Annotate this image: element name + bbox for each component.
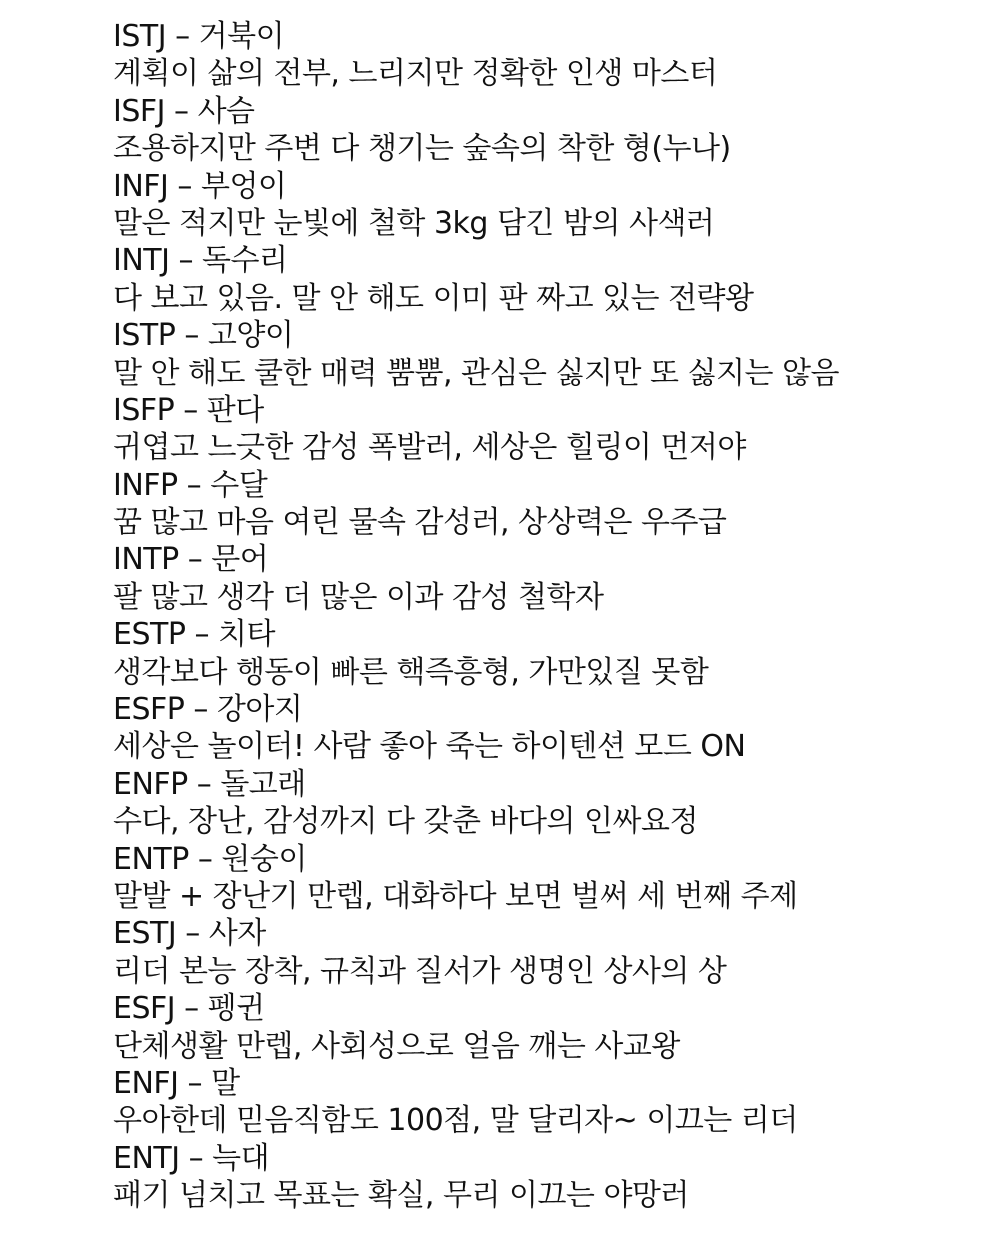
entry-description: 리더 본능 장착, 규칙과 질서가 생명인 상사의 상 bbox=[113, 953, 727, 989]
entry-description: 말발 + 장난기 만렙, 대화하다 보면 벌써 세 번째 주제 bbox=[113, 878, 798, 914]
entry-title: ESTJ – 사자 bbox=[113, 916, 266, 952]
entry-title: INTJ – 독수리 bbox=[113, 243, 288, 279]
entry-title: ENTJ – 늑대 bbox=[113, 1140, 270, 1176]
entry-description: 세상은 놀이터! 사람 좋아 죽는 하이텐션 모드 ON bbox=[113, 729, 746, 765]
entry-title: ISTP – 고양이 bbox=[113, 318, 294, 354]
entry-description: 패기 넘치고 목표는 확실, 무리 이끄는 야망러 bbox=[113, 1178, 689, 1214]
entry-title: INTP – 문어 bbox=[113, 542, 269, 578]
list-item-entp bbox=[113, 841, 983, 916]
entry-description: 생각보다 행동이 빠른 핵즉흥형, 가만있질 못함 bbox=[113, 654, 709, 690]
list-item-intp bbox=[113, 541, 983, 616]
list-item-esfj bbox=[113, 990, 983, 1065]
entry-title: ESTP – 치타 bbox=[113, 617, 275, 653]
entry-description: 계획이 삶의 전부, 느리지만 정확한 인생 마스터 bbox=[113, 56, 718, 92]
entry-description: 단체생활 만렙, 사회성으로 얼음 깨는 사교왕 bbox=[113, 1028, 680, 1064]
list-item-intj bbox=[113, 242, 983, 317]
entry-description: 수다, 장난, 감성까지 다 갖춘 바다의 인싸요정 bbox=[113, 804, 698, 840]
entry-description: 꿈 많고 마음 여린 물속 감성러, 상상력은 우주급 bbox=[113, 505, 727, 541]
entry-description: 말 안 해도 쿨한 매력 뿜뿜, 관심은 싫지만 또 싫지는 않음 bbox=[113, 355, 839, 391]
list-item-isfp bbox=[113, 392, 983, 467]
entry-title: INFP – 수달 bbox=[113, 467, 268, 503]
list-item-esfp bbox=[113, 691, 983, 766]
list-item-isfj bbox=[113, 93, 983, 168]
entry-title: ISTJ – 거북이 bbox=[113, 19, 285, 54]
mbti-list bbox=[113, 18, 983, 1215]
entry-title: ISFP – 판다 bbox=[113, 392, 264, 428]
entry-description: 말은 적지만 눈빛에 철학 3kg 담긴 밤의 사색러 bbox=[113, 205, 715, 241]
list-item-enfp bbox=[113, 766, 983, 841]
entry-title: ENFJ – 말 bbox=[113, 1065, 240, 1101]
list-item-infp bbox=[113, 467, 983, 542]
entry-title: ENTP – 원숭이 bbox=[113, 841, 307, 877]
list-item-entj bbox=[113, 1140, 983, 1215]
entry-title: ENFP – 돌고래 bbox=[113, 766, 306, 802]
entry-description: 팔 많고 생각 더 많은 이과 감성 철학자 bbox=[113, 579, 604, 615]
list-item-estj bbox=[113, 915, 983, 990]
list-item-estp bbox=[113, 616, 983, 691]
list-item-enfj bbox=[113, 1065, 983, 1140]
list-item-infj bbox=[113, 168, 983, 243]
list-item-istp bbox=[113, 317, 983, 392]
entry-title: INFJ – 부엉이 bbox=[113, 168, 287, 204]
entry-description: 귀엽고 느긋한 감성 폭발러, 세상은 힐링이 먼저야 bbox=[113, 430, 746, 466]
entry-description: 우아한데 믿음직함도 100점, 말 달리자~ 이끄는 리더 bbox=[113, 1103, 798, 1139]
entry-title: ESFJ – 펭귄 bbox=[113, 991, 265, 1027]
list-item-istj bbox=[113, 18, 983, 93]
entry-title: ESFP – 강아지 bbox=[113, 692, 303, 728]
entry-title: ISFJ – 사슴 bbox=[113, 93, 255, 129]
entry-description: 다 보고 있음. 말 안 해도 이미 판 짜고 있는 전략왕 bbox=[113, 280, 754, 316]
entry-description: 조용하지만 주변 다 챙기는 숲속의 착한 형(누나) bbox=[113, 131, 731, 167]
